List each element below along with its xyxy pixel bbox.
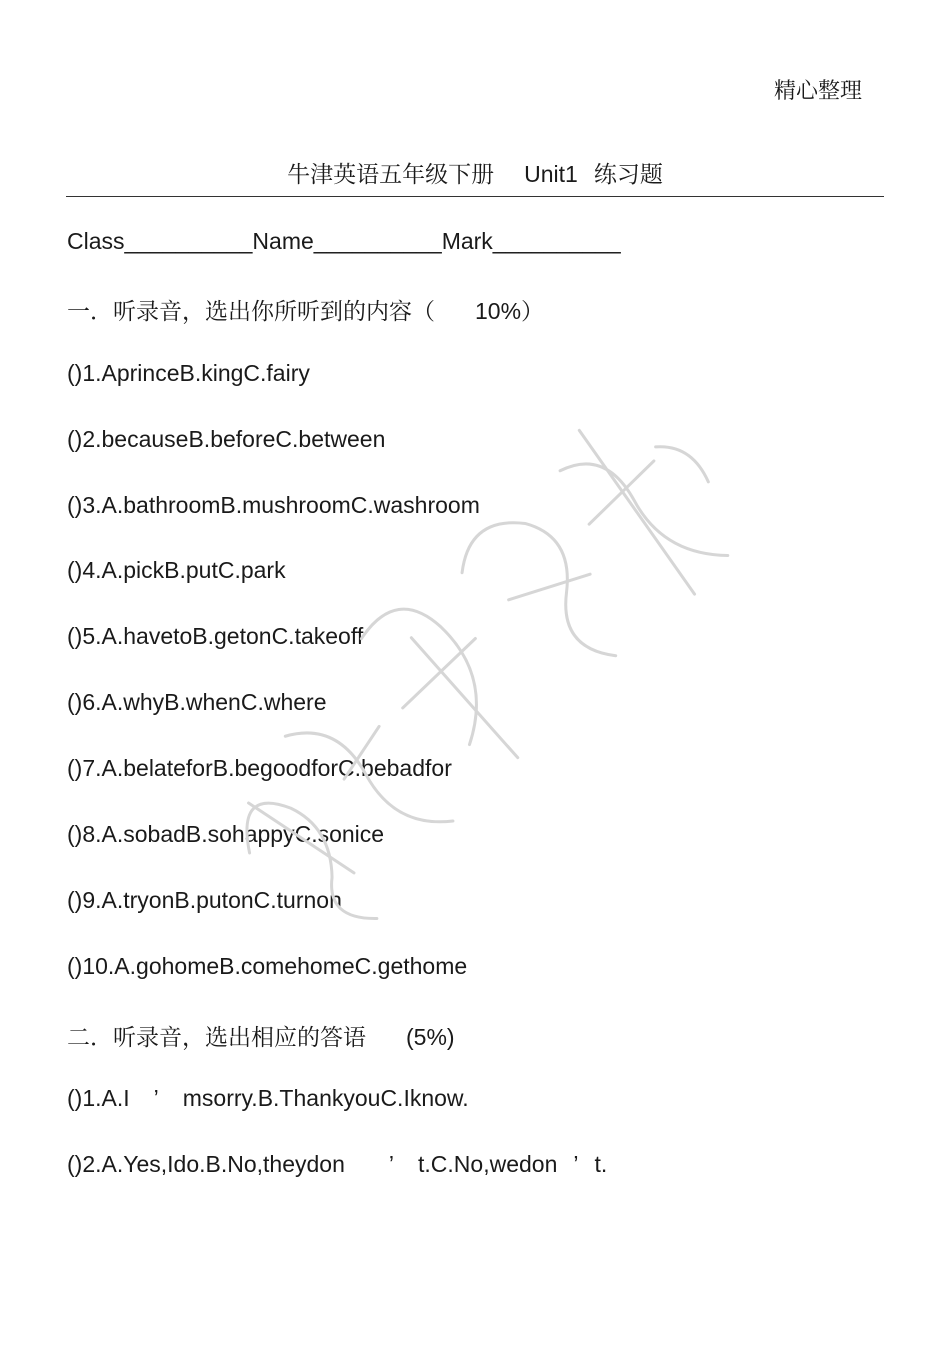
section-1-heading-text: 一．听录音，选出你所听到的内容（	[67, 299, 435, 325]
response-item	[67, 1085, 469, 1112]
question-item: ()5.A.havetoB.getonC.takeoff	[67, 623, 364, 649]
class-name-mark-line: Class__________Name__________Mark__________	[67, 228, 621, 254]
question-item: ()1.AprinceB.kingC.fairy	[67, 360, 310, 386]
question-item: ()4.A.pickB.putC.park	[67, 557, 286, 583]
section-2-heading	[67, 1019, 455, 1052]
response-item-part: ()1.A.I	[67, 1085, 130, 1111]
question-item: ()3.A.bathroomB.mushroomC.washroom	[67, 492, 480, 518]
question-item: ()9.A.tryonB.putonC.turnon	[67, 887, 342, 913]
response-item-part: t.C.No,wedon	[418, 1151, 558, 1177]
section-1-heading	[67, 293, 544, 326]
apostrophe: ’	[573, 1151, 579, 1177]
section-2-heading-text: 二．听录音，选出相应的答语	[67, 1025, 366, 1051]
question-item: ()7.A.belateforB.begoodforC.bebadfor	[67, 755, 452, 781]
title-suffix: 练习题	[593, 162, 663, 188]
title-unit: Unit1	[524, 161, 578, 187]
response-item-part: msorry.B.ThankyouC.Iknow.	[182, 1085, 469, 1111]
apostrophe: ’	[388, 1151, 395, 1177]
question-item: ()8.A.sobadB.sohappyC.sonice	[67, 821, 385, 847]
question-item: ()6.A.whyB.whenC.where	[67, 689, 327, 715]
title-chinese: 牛津英语五年级下册	[287, 162, 495, 188]
document-title	[0, 156, 950, 189]
header-note: 精心整理	[774, 79, 863, 104]
title-divider	[66, 196, 884, 197]
question-item: ()2.becauseB.beforeC.between	[67, 426, 386, 452]
response-item	[67, 1151, 607, 1178]
response-item-part: t.	[594, 1151, 608, 1177]
question-item: ()10.A.gohomeB.comehomeC.gethome	[67, 953, 468, 979]
response-item-part: ()2.A.Yes,Ido.B.No,theydon	[67, 1151, 345, 1177]
apostrophe: ’	[153, 1085, 159, 1111]
section-2-score: (5%)	[406, 1024, 455, 1050]
section-1-score: 10%）	[475, 298, 545, 324]
